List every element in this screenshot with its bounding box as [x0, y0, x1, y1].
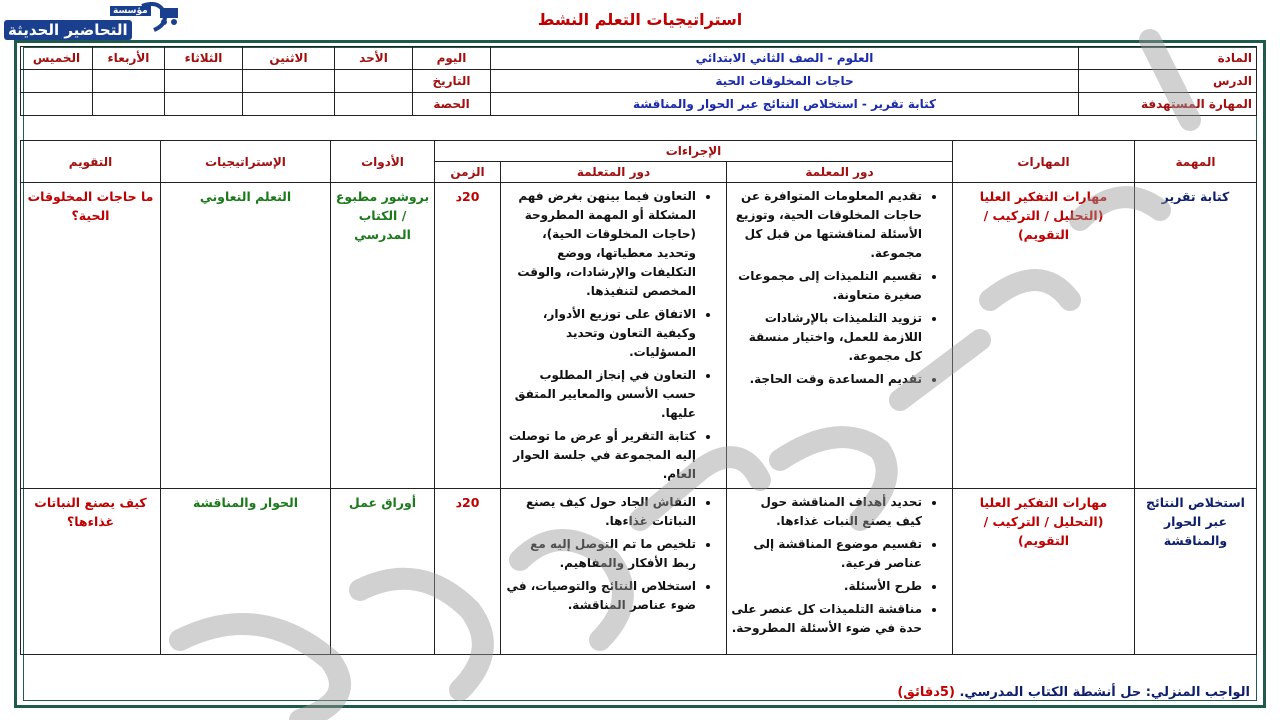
row1-strategy: التعلم التعاوني — [161, 183, 331, 489]
row2-task: استخلاص النتائج عبر الحوار والمناقشة — [1135, 489, 1257, 655]
day-tuesday: الثلاثاء — [165, 47, 243, 70]
row2-evaluation: كيف يصنع النباتات غذاءها؟ — [21, 489, 161, 655]
list-item: • النقاش الجاد حول كيف يصنع النباتات غذاءها. — [505, 493, 696, 531]
list-item: • استخلاص النتائج والتوصيات، في ضوء عناصر المناقشة. — [505, 577, 696, 615]
info-label-subject: المادة — [1079, 47, 1257, 70]
row2-student-role — [501, 489, 727, 655]
row1-evaluation: ما حاجات المخلوقات الحية؟ — [21, 183, 161, 489]
info-label-skill: المهارة المستهدفة — [1079, 93, 1257, 116]
header-procedures: الإجراءات — [435, 141, 953, 162]
info-value-lesson: حاجات المخلوقات الحية — [491, 70, 1079, 93]
row2-tools: أوراق عمل — [331, 489, 435, 655]
info-value-subject: العلوم - الصف الثاني الابتدائي — [491, 47, 1079, 70]
row1-time: 20د — [435, 183, 501, 489]
row1-skills: مهارات التفكير العليا (التحليل / التركيب / التقويم) — [953, 183, 1135, 489]
header-time: الزمن — [435, 162, 501, 183]
list-item: • تقديم المعلومات المتوافرة عن حاجات المخلوقات الحية، وتوزيع الأسئلة لمناقشتها من قبل كل مجموعة. — [731, 187, 922, 263]
homework-row — [20, 682, 1256, 704]
info-table — [20, 46, 1257, 116]
list-item: • التعاون فيما بينهن بغرض فهم المشكلة أو المهمة المطروحة (حاجات المخلوقات الحية)، وتحديد معطياتها، ووضع التكليفات والإرشادات، والوقت المخصص لتنفيذها. — [505, 187, 696, 301]
list-item: • كتابة التقرير أو عرض ما توصلت إليه المجموعة في جلسة الحوار العام. — [505, 427, 696, 484]
info-label-date: التاريخ — [413, 70, 491, 93]
info-value-skill: كتابة تقرير - استخلاص النتائج عبر الحوار والمناقشة — [491, 93, 1079, 116]
logo-text: التحاضير الحديثة — [4, 20, 132, 40]
row2-strategy: الحوار والمناقشة — [161, 489, 331, 655]
homework-label: الواجب المنزلي: — [1145, 685, 1250, 700]
row2-skills: مهارات التفكير العليا (التحليل / التركيب / التقويم) — [953, 489, 1135, 655]
header-task: المهمة — [1135, 141, 1257, 183]
list-item: • التعاون في إنجاز المطلوب حسب الأسس والمعايير المتفق عليها. — [505, 366, 696, 423]
info-label-day: اليوم — [413, 47, 491, 70]
day-sunday: الأحد — [335, 47, 413, 70]
day-monday: الاثنين — [243, 47, 335, 70]
list-item: • تقسيم موضوع المناقشة إلى عناصر فرعية. — [731, 535, 922, 573]
table-row — [21, 183, 1257, 489]
list-item: • تقسيم التلميذات إلى مجموعات صغيرة متعاونة. — [731, 267, 922, 305]
info-label-period: الحصة — [413, 93, 491, 116]
table-row — [21, 489, 1257, 655]
row2-time: 20د — [435, 489, 501, 655]
list-item: • تقديم المساعدة وقت الحاجة. — [731, 370, 922, 389]
day-thursday: الخميس — [21, 47, 93, 70]
header-teacher-role: دور المعلمة — [727, 162, 953, 183]
day-wednesday: الأربعاء — [93, 47, 165, 70]
list-item: • الاتفاق على توزيع الأدوار، وكيفية التعاون وتحديد المسؤليات. — [505, 305, 696, 362]
page-title: استراتيجيات التعلم النشط — [537, 10, 743, 29]
row1-tools: بروشور مطبوع / الكتاب المدرسي — [331, 183, 435, 489]
list-item: • تلخيص ما تم التوصل إليه مع ربط الأفكار والمفاهيم. — [505, 535, 696, 573]
homework-text: حل أنشطة الكتاب المدرسي. — [959, 685, 1142, 700]
homework-time: (5دقائق) — [897, 685, 955, 700]
list-item: • تزويد التلميذات بالإرشادات اللازمة للعمل، واختيار منسقة كل مجموعة. — [731, 309, 922, 366]
row1-student-role — [501, 183, 727, 489]
row1-task: كتابة تقرير — [1135, 183, 1257, 489]
logo-small-text: مؤسسة — [110, 6, 151, 16]
row2-teacher-role — [727, 489, 953, 655]
info-label-lesson: الدرس — [1079, 70, 1257, 93]
row1-teacher-role — [727, 183, 953, 489]
header-student-role: دور المتعلمة — [501, 162, 727, 183]
list-item: • طرح الأسئلة. — [731, 577, 922, 596]
header-evaluation: التقويم — [21, 141, 161, 183]
list-item: • تحديد أهداف المناقشة حول كيف يصنع النبات غذاءها. — [731, 493, 922, 531]
procedures-table — [20, 140, 1257, 655]
header-tools: الأدوات — [331, 141, 435, 183]
header-strategies: الإستراتيجيات — [161, 141, 331, 183]
header-skills: المهارات — [953, 141, 1135, 183]
list-item: • مناقشة التلميذات كل عنصر على حدة في ضوء الأسئلة المطروحة. — [731, 600, 922, 638]
